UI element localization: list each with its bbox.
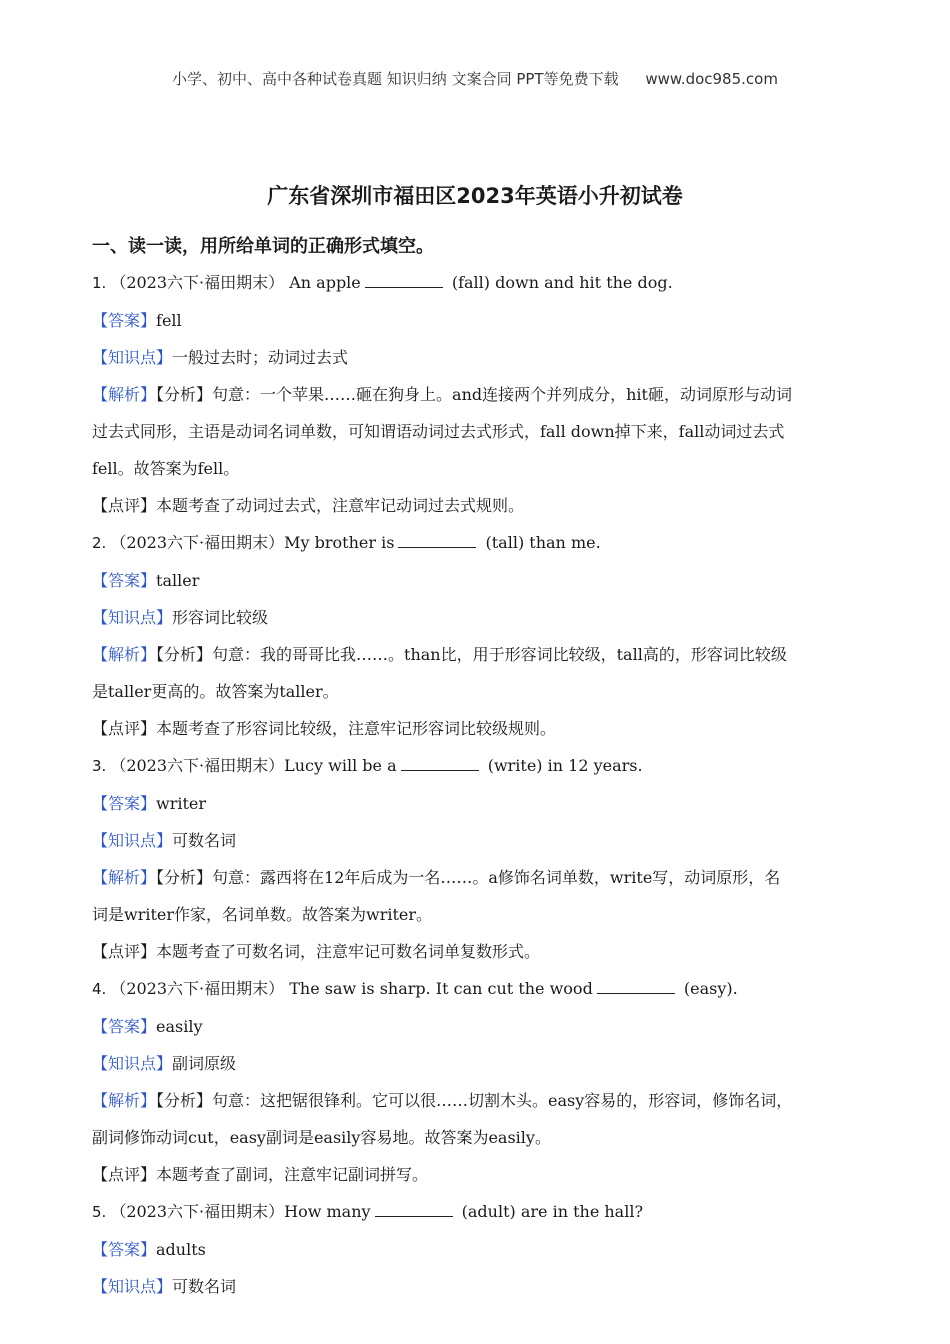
- review-label: 【点评】: [92, 496, 157, 515]
- knowledge-value: 副词原级: [172, 1054, 237, 1073]
- answer-blank: [398, 533, 476, 548]
- analysis-label: 【解析】: [92, 645, 157, 664]
- question-number: 4.: [92, 980, 107, 998]
- answer-value: adults: [156, 1240, 206, 1259]
- analysis-block: [92, 636, 862, 710]
- header-text: 小学、初中、高中各种试卷真题 知识归纳 文案合同 PPT等免费下载: [172, 70, 619, 88]
- question-text-after: (write) in 12 years.: [482, 756, 643, 775]
- knowledge-line: [92, 339, 862, 376]
- question-line: [92, 264, 862, 302]
- question-source: （2023六下·福田期末）: [110, 273, 285, 292]
- answer-label: 【答案】: [92, 311, 157, 330]
- analysis-label: 【解析】: [92, 385, 157, 404]
- question-source: （2023六下·福田期末）: [110, 756, 285, 775]
- answer-label: 【答案】: [92, 1240, 157, 1259]
- analysis-text: 词是writer作家，名词单数。故答案为writer。: [92, 905, 433, 924]
- answer-blank: [375, 1202, 453, 1217]
- analysis-block: [92, 1082, 862, 1156]
- analysis-text: 句意：一个苹果……砸在狗身上。and连接两个并列成分，hit砸，动词原形与动词: [212, 385, 792, 404]
- knowledge-label: 【知识点】: [92, 831, 173, 850]
- answer-value: easily: [156, 1017, 203, 1036]
- question-line: [92, 1193, 862, 1231]
- question-text-before: My brother is: [284, 533, 395, 552]
- fenxi-label: 【分析】: [156, 1091, 213, 1110]
- review-label: 【点评】: [92, 1165, 157, 1184]
- analysis-block: [92, 376, 862, 487]
- knowledge-label: 【知识点】: [92, 1277, 173, 1296]
- answer-line: [92, 785, 862, 822]
- analysis-text: 副词修饰动词cut，easy副词是easily容易地。故答案为easily。: [92, 1128, 551, 1147]
- question-text-after: (adult) are in the hall?: [456, 1202, 644, 1221]
- review-value: 本题考查了动词过去式，注意牢记动词过去式规则。: [156, 496, 525, 515]
- knowledge-value: 可数名词: [172, 831, 237, 850]
- fenxi-label: 【分析】: [156, 385, 213, 404]
- analysis-text: fell。故答案为fell。: [92, 459, 240, 478]
- question-line: [92, 747, 862, 785]
- knowledge-label: 【知识点】: [92, 1054, 173, 1073]
- knowledge-value: 形容词比较级: [172, 608, 269, 627]
- document-title: 广东省深圳市福田区2023年英语小升初试卷: [267, 184, 683, 208]
- analysis-label: 【解析】: [92, 868, 157, 887]
- header-site-link[interactable]: www.doc985.com: [645, 70, 778, 88]
- answer-line: [92, 1231, 862, 1268]
- analysis-text: 是taller更高的。故答案为taller。: [92, 682, 339, 701]
- analysis-label: 【解析】: [92, 1091, 157, 1110]
- fenxi-label: 【分析】: [156, 645, 213, 664]
- knowledge-line: [92, 822, 862, 859]
- question-text-after: (fall) down and hit the dog.: [446, 273, 673, 292]
- question-number: 5.: [92, 1203, 107, 1221]
- document-body: [92, 232, 862, 1305]
- review-value: 本题考查了副词，注意牢记副词拼写。: [156, 1165, 429, 1184]
- knowledge-value: 可数名词: [172, 1277, 237, 1296]
- question-text-before: The saw is sharp. It can cut the wood: [284, 979, 593, 998]
- knowledge-value: 一般过去时；动词过去式: [172, 348, 349, 367]
- analysis-text: 句意：我的哥哥比我……。than比，用于形容词比较级，tall高的，形容词比较级: [212, 645, 787, 664]
- analysis-block: [92, 859, 862, 933]
- question-source: （2023六下·福田期末）: [110, 533, 285, 552]
- answer-line: [92, 302, 862, 339]
- question-number: 3.: [92, 757, 107, 775]
- review-line: [92, 710, 862, 747]
- analysis-text: 句意：露西将在12年后成为一名……。a修饰名词单数，write写，动词原形，名: [212, 868, 781, 887]
- question-list: [92, 264, 862, 1305]
- answer-value: writer: [156, 794, 207, 813]
- review-line: [92, 933, 862, 970]
- answer-value: fell: [156, 311, 182, 330]
- answer-blank: [365, 273, 443, 288]
- review-line: [92, 487, 862, 524]
- question-line: [92, 970, 862, 1008]
- answer-label: 【答案】: [92, 571, 157, 590]
- question-text-after: (easy).: [678, 979, 738, 998]
- answer-line: [92, 1008, 862, 1045]
- knowledge-label: 【知识点】: [92, 348, 173, 367]
- review-line: [92, 1156, 862, 1193]
- section-heading: 一、读一读，用所给单词的正确形式填空。: [92, 236, 434, 257]
- knowledge-line: [92, 599, 862, 636]
- question-source: （2023六下·福田期末）: [110, 979, 285, 998]
- question-text-before: How many: [284, 1202, 371, 1221]
- knowledge-label: 【知识点】: [92, 608, 173, 627]
- question-text-after: (tall) than me.: [480, 533, 601, 552]
- question-number: 2.: [92, 534, 107, 552]
- analysis-text: 句意：这把锯很锋利。它可以很……切割木头。easy容易的，形容词，修饰名词，: [212, 1091, 793, 1110]
- knowledge-line: [92, 1268, 862, 1305]
- fenxi-label: 【分析】: [156, 868, 213, 887]
- answer-value: taller: [156, 571, 200, 590]
- review-label: 【点评】: [92, 942, 157, 961]
- answer-line: [92, 562, 862, 599]
- answer-blank: [597, 979, 675, 994]
- review-label: 【点评】: [92, 719, 157, 738]
- answer-label: 【答案】: [92, 794, 157, 813]
- question-text-before: An apple: [284, 273, 361, 292]
- question-line: [92, 524, 862, 562]
- answer-label: 【答案】: [92, 1017, 157, 1036]
- analysis-text: 过去式同形，主语是动词名词单数，可知谓语动词过去式形式，fall down掉下来，fall动词过去式: [92, 422, 785, 441]
- knowledge-line: [92, 1045, 862, 1082]
- review-value: 本题考查了可数名词，注意牢记可数名词单复数形式。: [156, 942, 541, 961]
- review-value: 本题考查了形容词比较级，注意牢记形容词比较级规则。: [156, 719, 557, 738]
- question-text-before: Lucy will be a: [284, 756, 397, 775]
- page-header: [0, 68, 950, 89]
- question-source: （2023六下·福田期末）: [110, 1202, 285, 1221]
- question-number: 1.: [92, 274, 107, 292]
- answer-blank: [401, 756, 479, 771]
